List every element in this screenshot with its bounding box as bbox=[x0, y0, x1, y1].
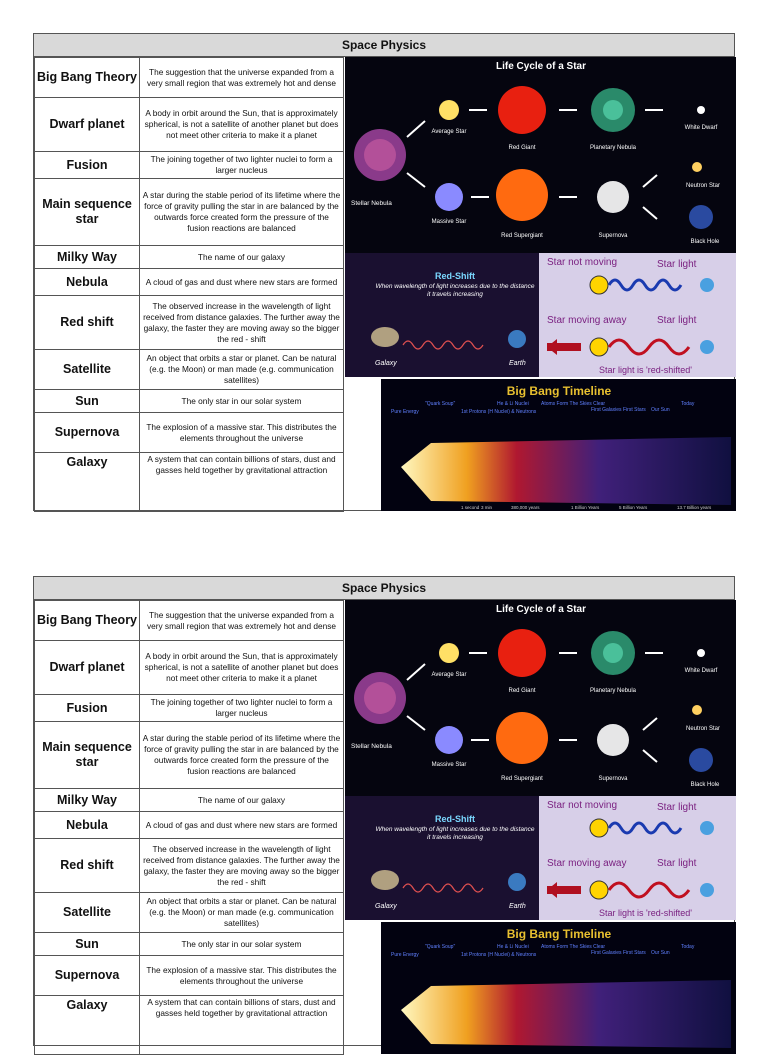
red-giant-icon bbox=[498, 629, 546, 677]
definition-cell: The name of our galaxy bbox=[140, 789, 344, 812]
timeline-label: First Stars bbox=[623, 407, 646, 413]
timeline-label: 1st Protons (H Nuclei) & Neutrons bbox=[461, 952, 537, 958]
redshift-comparison bbox=[539, 796, 736, 920]
timeline-label: Atoms Form The Skies Clear bbox=[541, 401, 606, 407]
term-cell: Sun bbox=[35, 933, 140, 956]
timeline-label: Today bbox=[681, 944, 695, 950]
lifecycle-diagram bbox=[345, 57, 736, 253]
table-row bbox=[35, 956, 344, 996]
definition-cell: The joining together of two lighter nuclei to form a larger nucleus bbox=[140, 152, 344, 179]
term-cell: Galaxy bbox=[35, 996, 140, 1055]
wave-icon bbox=[403, 341, 483, 349]
timeline-title: Big Bang Timeline bbox=[506, 384, 612, 398]
term-cell: Sun bbox=[35, 390, 140, 413]
redshift-title: Red-Shift bbox=[435, 814, 475, 824]
earth-label: Earth bbox=[509, 903, 526, 910]
table-row bbox=[35, 893, 344, 933]
table-row bbox=[35, 390, 344, 413]
planetary-nebula-label: Planetary Nebula bbox=[589, 688, 637, 694]
timeline-title: Big Bang Timeline bbox=[506, 927, 612, 941]
keyword-table bbox=[34, 600, 344, 1055]
timeline-label: Pure Energy bbox=[391, 409, 419, 415]
term-cell: Milky Way bbox=[35, 789, 140, 812]
keyword-table bbox=[34, 57, 344, 512]
black-hole-label: Black Hole bbox=[690, 782, 720, 788]
average-star-icon bbox=[439, 643, 459, 663]
definition-cell: The only star in our solar system bbox=[140, 390, 344, 413]
galaxy-icon bbox=[371, 327, 399, 347]
black-hole-label: Black Hole bbox=[690, 239, 720, 245]
term-cell: Milky Way bbox=[35, 246, 140, 269]
table-row bbox=[35, 722, 344, 789]
redshift-comparison bbox=[539, 253, 736, 377]
stellar-nebula-label: Stellar Nebula bbox=[351, 743, 392, 750]
table-row bbox=[35, 269, 344, 296]
table-row bbox=[35, 839, 344, 893]
sheet-title: Space Physics bbox=[34, 34, 734, 57]
term-cell: Supernova bbox=[35, 956, 140, 996]
red-supergiant-label: Red Supergiant bbox=[501, 776, 543, 782]
white-dwarf-label: White Dwarf bbox=[684, 668, 718, 674]
definition-cell: A system that can contain billions of stars, dust and gasses held together by gravitational attraction bbox=[140, 996, 344, 1055]
earth-label: Earth bbox=[509, 360, 526, 367]
timeline-label: Today bbox=[681, 401, 695, 407]
term-cell: Nebula bbox=[35, 812, 140, 839]
table-row bbox=[35, 453, 344, 512]
definition-cell: A cloud of gas and dust where new stars are formed bbox=[140, 812, 344, 839]
table-row bbox=[35, 789, 344, 812]
table-row bbox=[35, 695, 344, 722]
timeline-label: First Stars bbox=[623, 950, 646, 956]
lifecycle-title: Life Cycle of a Star bbox=[495, 604, 587, 615]
redshift-diagram bbox=[345, 253, 539, 377]
term-cell: Galaxy bbox=[35, 453, 140, 512]
redshift-caption: When wavelength of light increases due to the distance it travels increasing bbox=[375, 283, 535, 298]
earth-icon bbox=[700, 278, 714, 292]
timeline-tick: 1 Billion Years bbox=[571, 505, 600, 510]
timeline-label: Atoms Form The Skies Clear bbox=[541, 944, 606, 950]
black-hole-icon bbox=[689, 205, 713, 229]
definition-cell: The suggestion that the universe expanded from a very small region that was extremely hot and dense bbox=[140, 601, 344, 641]
red-shifted-label: Star light is 'red-shifted' bbox=[599, 365, 692, 375]
sheet-title: Space Physics bbox=[34, 577, 734, 600]
earth-icon bbox=[700, 821, 714, 835]
big-bang-timeline bbox=[381, 922, 736, 1054]
timeline-label: 1st Protons (H Nuclei) & Neutrons bbox=[461, 409, 537, 415]
white-dwarf-icon bbox=[697, 106, 705, 114]
star-icon bbox=[590, 338, 608, 356]
redshift-title: Red-Shift bbox=[435, 271, 475, 281]
white-dwarf-label: White Dwarf bbox=[684, 125, 718, 131]
term-cell: Main sequence star bbox=[35, 722, 140, 789]
table-row bbox=[35, 996, 344, 1055]
table-row bbox=[35, 98, 344, 152]
table-row bbox=[35, 179, 344, 246]
term-cell: Fusion bbox=[35, 152, 140, 179]
timeline-tick: 13.7 Billion years bbox=[677, 505, 712, 510]
term-cell: Big Bang Theory bbox=[35, 58, 140, 98]
definition-cell: The joining together of two lighter nuclei to form a larger nucleus bbox=[140, 695, 344, 722]
earth-icon bbox=[700, 883, 714, 897]
timeline-label: First Galaxies bbox=[591, 407, 622, 413]
table-row bbox=[35, 350, 344, 390]
term-cell: Satellite bbox=[35, 893, 140, 933]
earth-icon bbox=[700, 340, 714, 354]
definition-cell: The name of our galaxy bbox=[140, 246, 344, 269]
average-star-icon bbox=[439, 100, 459, 120]
star-icon bbox=[590, 881, 608, 899]
star-light-label: Star light bbox=[657, 259, 697, 270]
earth-icon bbox=[508, 873, 526, 891]
redshift-caption: When wavelength of light increases due to the distance it travels increasing bbox=[375, 826, 535, 841]
timeline-label: He & Li Nuclei bbox=[497, 401, 529, 407]
supernova-icon bbox=[597, 181, 629, 213]
red-giant-icon bbox=[498, 86, 546, 134]
lifecycle-diagram bbox=[345, 600, 736, 796]
definition-cell: The observed increase in the wavelength of light received from distance galaxies. The further away the galaxy, the faster they are moving away so the bigger the red - shift bbox=[140, 839, 344, 893]
definition-cell: An object that orbits a star or planet. Can be natural (e.g. the Moon) or man made (e.g. communication satellites) bbox=[140, 893, 344, 933]
term-cell: Big Bang Theory bbox=[35, 601, 140, 641]
neutron-star-label: Neutron Star bbox=[685, 183, 721, 189]
definition-cell: An object that orbits a star or planet. Can be natural (e.g. the Moon) or man made (e.g. communication satellites) bbox=[140, 350, 344, 390]
definition-cell: A star during the stable period of its lifetime where the force of gravity pulling the star in are balanced by the outwards force created form the pressure of the fusion reactions are balanced bbox=[140, 722, 344, 789]
star-icon bbox=[590, 819, 608, 837]
timeline-band bbox=[401, 437, 731, 505]
definition-cell: A cloud of gas and dust where new stars are formed bbox=[140, 269, 344, 296]
star-light-label-2: Star light bbox=[657, 858, 697, 869]
wave-icon bbox=[609, 340, 689, 354]
table-row bbox=[35, 933, 344, 956]
redshift-diagram bbox=[345, 796, 539, 920]
star-light-label: Star light bbox=[657, 802, 697, 813]
definition-cell: A star during the stable period of its lifetime where the force of gravity pulling the star in are balanced by the outwards force created form the pressure of the fusion reactions are balanced bbox=[140, 179, 344, 246]
term-cell: Supernova bbox=[35, 413, 140, 453]
galaxy-label: Galaxy bbox=[375, 360, 397, 367]
arrow-icon bbox=[407, 173, 425, 187]
timeline-label: Pure Energy bbox=[391, 952, 419, 958]
white-dwarf-icon bbox=[697, 649, 705, 657]
definition-cell: The explosion of a massive star. This distributes the elements throughout the universe bbox=[140, 413, 344, 453]
timeline-label: First Galaxies bbox=[591, 950, 622, 956]
timeline-tick: 3 min bbox=[481, 505, 493, 510]
definition-cell: A system that can contain billions of stars, dust and gasses held together by gravitational attraction bbox=[140, 453, 344, 512]
table-row bbox=[35, 413, 344, 453]
timeline-label: He & Li Nuclei bbox=[497, 944, 529, 950]
red-supergiant-icon bbox=[496, 169, 548, 221]
timeline-label: Our Sun bbox=[651, 407, 670, 413]
star-icon bbox=[590, 276, 608, 294]
term-cell: Fusion bbox=[35, 695, 140, 722]
timeline-tick: 380,000 years bbox=[511, 505, 540, 510]
planetary-nebula-label: Planetary Nebula bbox=[589, 145, 637, 151]
star-not-moving-label: Star not moving bbox=[547, 257, 618, 268]
neutron-star-icon bbox=[692, 705, 702, 715]
wave-icon bbox=[609, 280, 681, 290]
glossary-sheet-2 bbox=[33, 576, 735, 1046]
table-row bbox=[35, 641, 344, 695]
supernova-icon bbox=[597, 724, 629, 756]
earth-icon bbox=[508, 330, 526, 348]
massive-star-icon bbox=[435, 726, 463, 754]
term-cell: Nebula bbox=[35, 269, 140, 296]
definition-cell: The explosion of a massive star. This distributes the elements throughout the universe bbox=[140, 956, 344, 996]
table-row bbox=[35, 601, 344, 641]
table-row bbox=[35, 296, 344, 350]
definition-cell: A body in orbit around the Sun, that is approximately spherical, is not a satellite of another planet but does not meet other criteria to make it a planet bbox=[140, 98, 344, 152]
red-giant-label: Red Giant bbox=[508, 688, 536, 694]
massive-star-icon bbox=[435, 183, 463, 211]
definition-cell: The only star in our solar system bbox=[140, 933, 344, 956]
massive-star-label: Massive Star bbox=[431, 219, 467, 225]
average-star-label: Average Star bbox=[431, 129, 467, 135]
massive-star-label: Massive Star bbox=[431, 762, 467, 768]
red-giant-label: Red Giant bbox=[508, 145, 536, 151]
term-cell: Satellite bbox=[35, 350, 140, 390]
red-supergiant-icon bbox=[496, 712, 548, 764]
supernova-label: Supernova bbox=[598, 233, 628, 239]
table-row bbox=[35, 812, 344, 839]
definition-cell: A body in orbit around the Sun, that is approximately spherical, is not a satellite of another planet but does not meet other criteria to make it a planet bbox=[140, 641, 344, 695]
galaxy-icon bbox=[371, 870, 399, 890]
neutron-star-label: Neutron Star bbox=[685, 726, 721, 732]
timeline-tick: 5 Billion Years bbox=[619, 505, 648, 510]
stellar-nebula-label: Stellar Nebula bbox=[351, 200, 392, 207]
definition-cell: The observed increase in the wavelength of light received from distance galaxies. The further away the galaxy, the faster they are moving away so the bigger the red - shift bbox=[140, 296, 344, 350]
table-row bbox=[35, 246, 344, 269]
timeline-tick: 1 second bbox=[461, 505, 480, 510]
star-moving-away-label: Star moving away bbox=[547, 858, 627, 869]
arrow-icon bbox=[407, 121, 425, 137]
table-row bbox=[35, 58, 344, 98]
lifecycle-title: Life Cycle of a Star bbox=[495, 61, 587, 72]
neutron-star-icon bbox=[692, 162, 702, 172]
star-light-label-2: Star light bbox=[657, 315, 697, 326]
table-row bbox=[35, 152, 344, 179]
galaxy-label: Galaxy bbox=[375, 903, 397, 910]
black-hole-icon bbox=[689, 748, 713, 772]
big-bang-timeline bbox=[381, 379, 736, 511]
term-cell: Red shift bbox=[35, 839, 140, 893]
star-moving-away-label: Star moving away bbox=[547, 315, 627, 326]
term-cell: Dwarf planet bbox=[35, 641, 140, 695]
supernova-label: Supernova bbox=[598, 776, 628, 782]
term-cell: Main sequence star bbox=[35, 179, 140, 246]
definition-cell: The suggestion that the universe expanded from a very small region that was extremely hot and dense bbox=[140, 58, 344, 98]
timeline-label: "Quark Soup" bbox=[425, 401, 456, 407]
red-shifted-label: Star light is 'red-shifted' bbox=[599, 908, 692, 918]
timeline-label: Our Sun bbox=[651, 950, 670, 956]
star-not-moving-label: Star not moving bbox=[547, 800, 618, 811]
term-cell: Dwarf planet bbox=[35, 98, 140, 152]
timeline-label: "Quark Soup" bbox=[425, 944, 456, 950]
glossary-sheet-1 bbox=[33, 33, 735, 511]
average-star-label: Average Star bbox=[431, 672, 467, 678]
red-supergiant-label: Red Supergiant bbox=[501, 233, 543, 239]
term-cell: Red shift bbox=[35, 296, 140, 350]
